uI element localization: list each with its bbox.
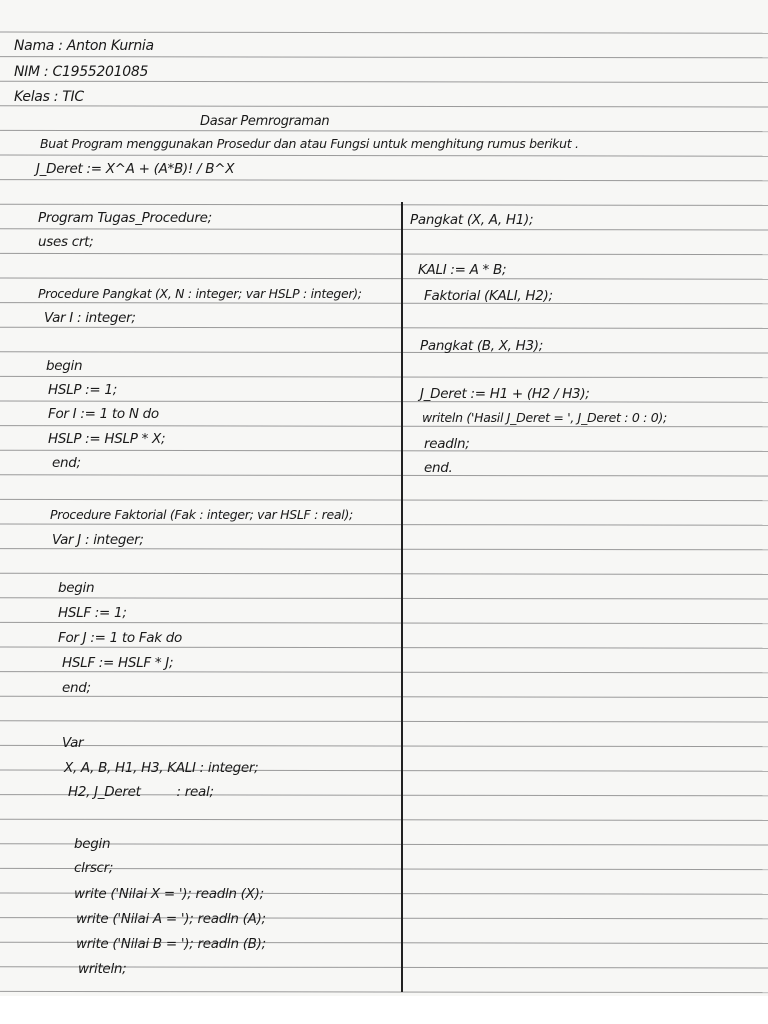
class-line: Kelas : TIC: [14, 89, 84, 105]
right-line: readln;: [424, 436, 470, 452]
left-line: For I := 1 to N do: [48, 406, 159, 422]
ruled-line: [0, 647, 768, 648]
left-line: clrscr;: [74, 860, 114, 876]
left-line: HSLP := 1;: [48, 382, 117, 398]
left-line: writeln;: [78, 961, 127, 977]
ruled-line: [0, 475, 768, 476]
ruled-line: [0, 32, 768, 33]
right-line: KALI := A * B;: [418, 262, 507, 278]
left-line: Var: [62, 735, 84, 751]
ruled-line: [0, 573, 768, 574]
ruled-line: [0, 819, 768, 820]
right-line: Faktorial (KALI, H2);: [424, 288, 553, 304]
left-line: begin: [58, 580, 95, 596]
ruled-line: [0, 303, 768, 304]
ruled-line: [0, 327, 768, 328]
right-line: Pangkat (B, X, H3);: [420, 338, 544, 354]
right-line: Pangkat (X, A, H1);: [410, 212, 534, 228]
task-formula: J_Deret := X^A + (A*B)! / B^X: [36, 161, 235, 177]
ruled-line: [0, 81, 768, 82]
ruled-line: [0, 106, 768, 107]
left-line: X, A, B, H1, H3, KALI : integer;: [64, 760, 259, 776]
ruled-line: [0, 352, 768, 353]
left-line: write ('Nilai X = '); readln (X);: [74, 886, 264, 902]
ruled-line: [0, 426, 768, 427]
left-line: H2, J_Deret : real;: [68, 784, 214, 800]
right-line: end.: [424, 460, 453, 476]
name-line: Nama : Anton Kurnia: [14, 38, 154, 54]
left-line: Program Tugas_Procedure;: [38, 210, 212, 226]
ruled-line: [0, 57, 768, 58]
left-line: end;: [62, 680, 91, 696]
left-line: HSLF := HSLF * J;: [62, 655, 174, 671]
ruled-line: [0, 278, 768, 279]
task-instruction: Buat Program menggunakan Prosedur dan atau Fungsi untuk menghitung rumus berikut .: [40, 136, 579, 151]
left-line: For J := 1 to Fak do: [58, 630, 182, 646]
ruled-line: [0, 253, 768, 254]
ruled-line: [0, 598, 768, 599]
left-line: uses crt;: [38, 234, 94, 250]
ruled-line: [0, 229, 768, 230]
right-line: J_Deret := H1 + (H2 / H3);: [420, 386, 590, 402]
left-line: Var I : integer;: [44, 310, 136, 326]
left-line: Procedure Faktorial (Fak : integer; var HSLF : real);: [50, 507, 353, 522]
ruled-line: [0, 672, 768, 673]
ruled-line: [0, 868, 768, 869]
left-line: HSLP := HSLP * X;: [48, 431, 166, 447]
left-line: write ('Nilai B = '); readln (B);: [76, 936, 266, 952]
left-line: Var J : integer;: [52, 532, 144, 548]
ruled-line: [0, 696, 768, 697]
left-line: end;: [52, 455, 81, 471]
ruled-line: [0, 180, 768, 181]
ruled-line: [0, 721, 768, 722]
ruled-line: [0, 155, 768, 156]
left-line: write ('Nilai A = '); readln (A);: [76, 911, 266, 927]
left-line: HSLF := 1;: [58, 605, 127, 621]
ruled-line: [0, 622, 768, 623]
ruled-line: [0, 376, 768, 377]
left-line: begin: [74, 836, 111, 852]
left-line: Procedure Pangkat (X, N : integer; var HSLP : integer);: [38, 286, 362, 301]
page-title: Dasar Pemrograman: [200, 114, 330, 129]
ruled-line: [0, 745, 768, 746]
ruled-line: [0, 499, 768, 500]
page-bottom-edge: [0, 996, 768, 1024]
left-line: begin: [46, 358, 83, 374]
ruled-line: [0, 991, 768, 992]
ruled-line: [0, 130, 768, 131]
ruled-line: [0, 524, 768, 525]
column-divider: [401, 202, 403, 992]
right-line: writeln ('Hasil J_Deret = ', J_Deret : 0 : 0);: [422, 410, 667, 425]
nim-line: NIM : C1955201085: [14, 64, 149, 80]
ruled-line: [0, 401, 768, 402]
ruled-line: [0, 844, 768, 845]
ruled-line: [0, 450, 768, 451]
ruled-line: [0, 549, 768, 550]
ruled-line: [0, 204, 768, 205]
